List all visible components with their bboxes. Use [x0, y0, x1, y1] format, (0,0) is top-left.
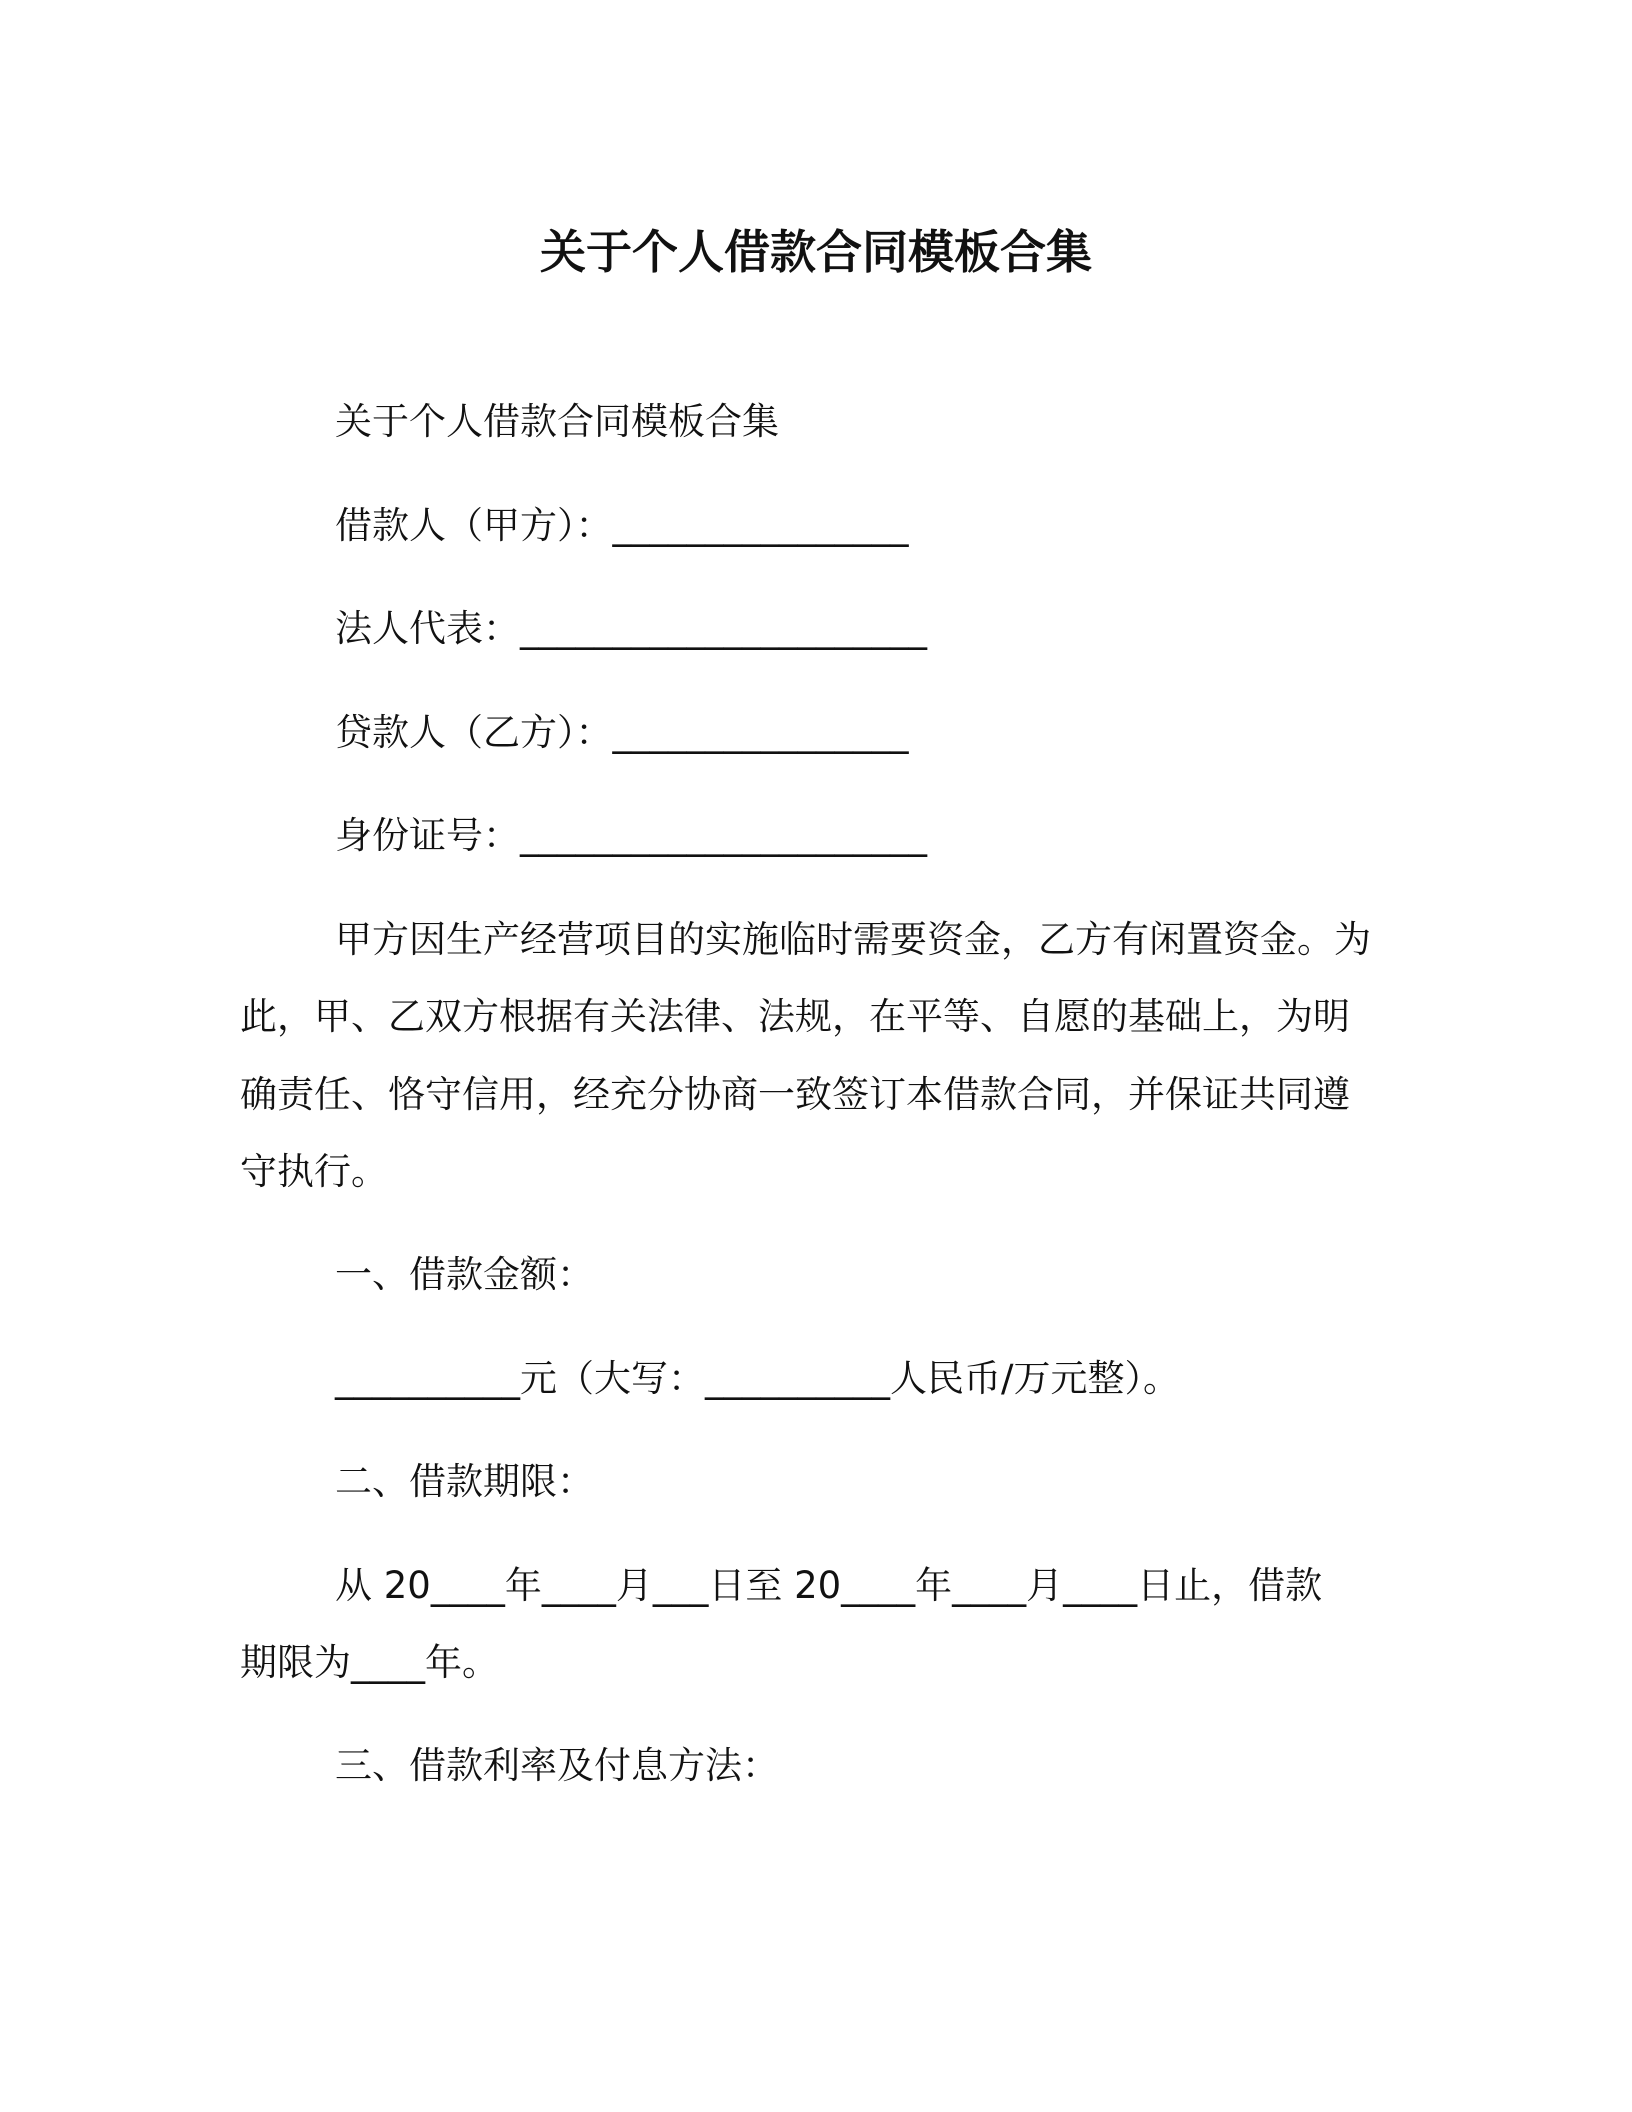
section-1-body: __________元（大写：__________人民币/万元整）。 — [335, 1357, 1180, 1400]
intro-line-1: 甲方因生产经营项目的实施临时需要资金，乙方有闲置资金。为 — [335, 918, 1371, 961]
id-number-field: 身份证号：______________________ — [335, 814, 927, 857]
lender-field: 贷款人（乙方）：________________ — [335, 711, 909, 754]
intro-line-4: 守执行。 — [240, 1150, 388, 1193]
section-1-heading: 一、借款金额： — [335, 1253, 594, 1296]
intro-line-3: 确责任、恪守信用，经充分协商一致签订本借款合同，并保证共同遵 — [240, 1073, 1350, 1116]
intro-line-2: 此，甲、乙双方根据有关法律、法规，在平等、自愿的基础上，为明 — [240, 995, 1350, 1038]
section-2-heading: 二、借款期限： — [335, 1460, 594, 1503]
legal-rep-field: 法人代表：______________________ — [335, 607, 927, 650]
borrower-field: 借款人（甲方）：________________ — [335, 504, 909, 547]
document-subtitle: 关于个人借款合同模板合集 — [335, 400, 779, 443]
section-2-body-line-1: 从 20____年____月___日至 20____年____月____日止，借款 — [335, 1564, 1323, 1607]
section-3-heading: 三、借款利率及付息方法： — [335, 1744, 779, 1787]
document-title: 关于个人借款合同模板合集 — [540, 225, 1092, 279]
section-2-body-line-2: 期限为____年。 — [240, 1641, 499, 1684]
